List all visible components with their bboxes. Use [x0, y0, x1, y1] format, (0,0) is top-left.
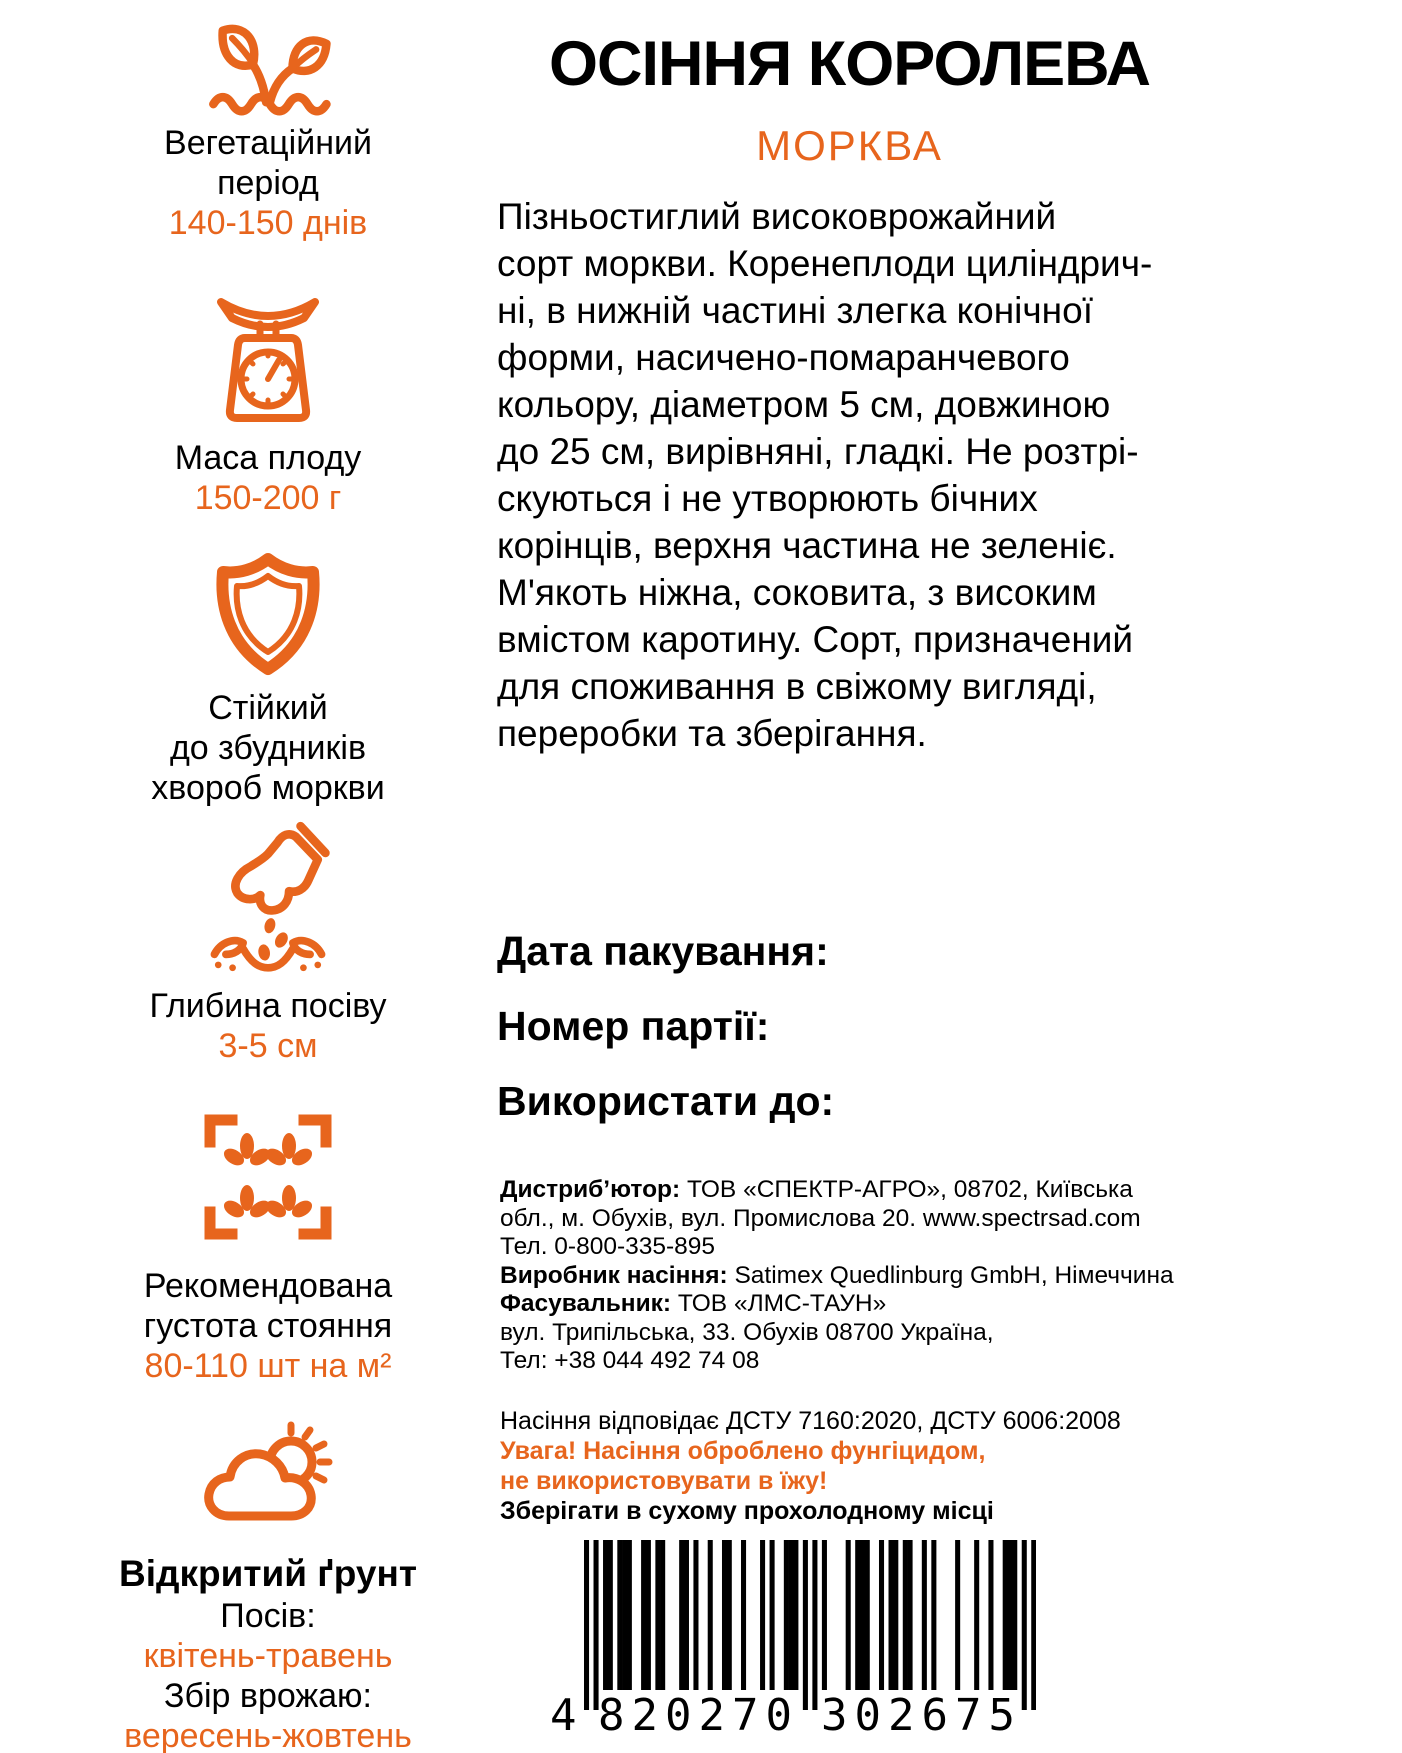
packer-line: Фасувальник: ТОВ «ЛМС-ТАУН» — [500, 1290, 887, 1317]
producer-line: Виробник насіння: Satimex Quedlinburg GmbH, Німеччина — [500, 1261, 1174, 1289]
attribute-sowing-depth — [40, 818, 496, 1066]
harvest-value: вересень-жовтень — [124, 1717, 412, 1753]
barcode-bars — [584, 1540, 1036, 1710]
attribute-disease-resistance — [40, 550, 496, 808]
sowing-value: квітень-травень — [143, 1637, 393, 1675]
use-before-label: Використати до: — [497, 1078, 835, 1124]
compliance-line: Насіння відповідає ДСТУ 7160:2020, ДСТУ 6006:2008 — [500, 1407, 1121, 1435]
batch-number-label: Номер партії: — [497, 1003, 770, 1049]
sprout-icon — [40, 8, 496, 123]
crop-subtitle: МОРКВА — [756, 122, 943, 169]
attribute-value: 80-110 шт на м² — [144, 1347, 392, 1385]
attribute-vegetation-period — [40, 8, 496, 243]
open-ground-title: Відкритий ґрунт — [119, 1553, 417, 1594]
packing-date-label: Дата пакування: — [497, 928, 829, 974]
variety-description: Пізньостиглий високоврожайний сорт моркви. Коренеплоди циліндрич- ні, в нижній частині злегка конічної форми, насичено-помаранчевого кольору, діаметром 5 см, довжиною до 25 см, вирівняні, гладкі. Не розтрі- скуються і не утворюють бічних корінців, верхня частина не зеленіє. М'якоть ніжна, соковита, з високим вмістом каротину. Сорт, призначений для споживання в свіжому вигляді, переробки та зберігання. — [497, 196, 1153, 754]
storage-line: Зберігати в сухому прохолодному місці — [500, 1497, 994, 1525]
scale-icon — [40, 292, 496, 426]
attribute-label: Стійкий до збудників хвороб моркви — [151, 689, 385, 807]
barcode-digits-right: 302675 — [821, 1690, 1022, 1741]
contact-block — [500, 1176, 1174, 1376]
packer-address-line: вул. Трипільська, 33. Обухів 08700 Україна, — [500, 1318, 994, 1346]
variety-title: ОСІННЯ КОРОЛЕВА — [549, 29, 1150, 99]
sowing-hand-icon — [40, 818, 496, 974]
harvest-label: Збір врожаю: — [163, 1677, 373, 1715]
barcode-digits-left: 820270 — [598, 1690, 799, 1741]
distributor-phone-line: Тел. 0-800-335-895 — [500, 1233, 716, 1260]
attribute-value: 3-5 см — [218, 1027, 318, 1065]
fungicide-warning-line-2: не використовувати в їжу! — [500, 1467, 828, 1495]
attribute-plant-density — [40, 1112, 496, 1386]
density-icon — [40, 1112, 496, 1242]
attribute-open-ground — [40, 1420, 496, 1753]
attribute-value: 140-150 днів — [168, 204, 368, 242]
attribute-label: Глибина посіву — [149, 987, 387, 1025]
shield-icon — [40, 550, 496, 676]
distributor-address-line: обл., м. Обухів, вул. Промислова 20. www.spectrsad.com — [500, 1204, 1141, 1232]
attribute-fruit-mass — [40, 292, 496, 518]
attribute-label: Маса плоду — [174, 439, 362, 477]
fungicide-warning-line-1: Увага! Насіння оброблено фунгіцидом, — [500, 1437, 986, 1465]
attribute-label: Рекомендована густота стояння — [143, 1267, 393, 1345]
sowing-label: Посів: — [220, 1597, 316, 1635]
ean-13-barcode — [550, 1540, 1036, 1745]
cloud-sun-icon — [40, 1420, 496, 1538]
barcode-digit-first: 4 — [550, 1690, 577, 1741]
attribute-value: 150-200 г — [194, 479, 342, 517]
standards-block — [500, 1406, 1160, 1526]
attribute-label: Вегетаційний період — [164, 124, 372, 202]
distributor-line: Дистриб’ютор: ТОВ «СПЕКТР-АГРО», 08702, Київська — [500, 1176, 1133, 1203]
packer-phone-line: Тел: +38 044 492 74 08 — [500, 1347, 760, 1374]
